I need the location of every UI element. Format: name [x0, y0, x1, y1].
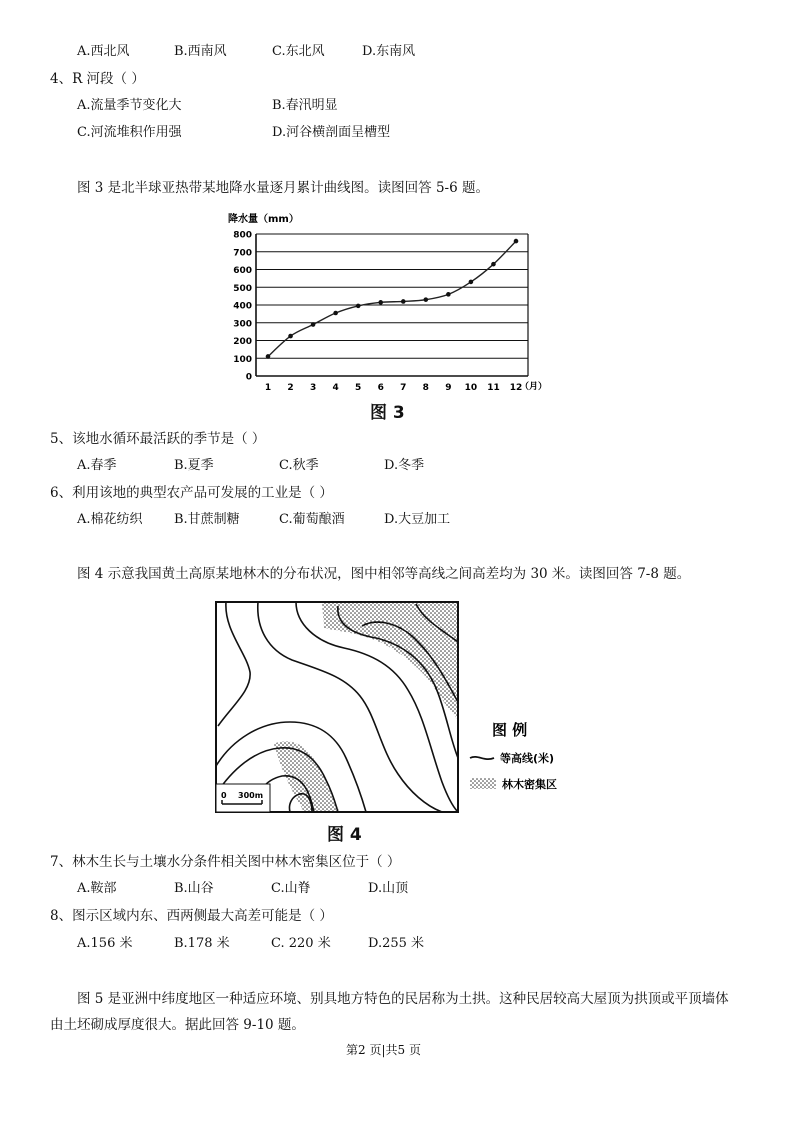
q4-stem: 4、R 河段（ ） — [50, 71, 145, 87]
q6-option-c: C.葡萄酿酒 — [279, 512, 345, 527]
q7-option-c: C.山脊 — [271, 881, 311, 896]
fig3-chart — [222, 208, 548, 418]
data-point — [266, 354, 271, 359]
fig3-label: 图 3 — [370, 403, 405, 423]
data-point — [424, 297, 429, 302]
q4-option-d: D.河谷横剖面呈槽型 — [272, 125, 391, 140]
x-tick-label: 11 — [487, 383, 500, 393]
fig3-intro: 图 3 是北半球亚热带某地降水量逐月累计曲线图。读图回答 5-6 题。 — [77, 180, 489, 196]
x-tick-label: 12 — [509, 383, 523, 393]
y-tick-label: 800 — [233, 230, 252, 241]
chart-x-ticks — [265, 383, 522, 393]
y-tick-label: 700 — [233, 248, 252, 259]
q3-option-a: A.西北风 — [77, 44, 130, 59]
q5-option-c: C.秋季 — [279, 458, 319, 473]
scale-bar — [216, 784, 270, 812]
y-tick-label: 200 — [233, 337, 252, 347]
legend-contour-icon — [470, 757, 494, 759]
q5-option-d: D.冬季 — [384, 458, 425, 473]
data-point — [514, 239, 519, 244]
q4-option-b: B.春汛明显 — [272, 98, 338, 113]
q8-option-a: A.156 米 — [77, 936, 133, 951]
q8-option-b: B.178 米 — [174, 936, 230, 951]
x-tick-label: 10 — [464, 383, 478, 393]
y-tick-label: 500 — [233, 283, 252, 294]
data-point — [446, 292, 451, 297]
data-point — [491, 262, 496, 267]
q5-stem: 5、该地水循环最活跃的季节是（ ） — [50, 431, 266, 447]
q3-option-c: C.东北风 — [272, 44, 325, 59]
legend-forest-icon — [470, 778, 496, 789]
y-tick-label: 400 — [233, 301, 252, 312]
fig4-label: 图 4 — [327, 825, 362, 845]
fig5-intro-line1: 图 5 是亚洲中纬度地区一种适应环境、别具地方特色的民居称为土拱。这种民居较高大屋顶为拱顶或平顶墙体 — [77, 991, 729, 1007]
x-tick-label: 5 — [355, 383, 362, 393]
legend-title: 图 例 — [492, 721, 528, 739]
chart-xlabel: （月） — [520, 382, 548, 392]
legend-contour-label: 等高线(米) — [500, 752, 555, 765]
q6-option-a: A.棉花纺织 — [77, 512, 143, 527]
q6-option-d: D.大豆加工 — [384, 512, 451, 527]
q8-stem: 8、图示区域内东、西两侧最大高差可能是（ ） — [50, 908, 333, 924]
q6-stem: 6、利用该地的典型农产品可发展的工业是（ ） — [50, 485, 333, 501]
data-point — [401, 299, 406, 304]
x-tick-label: 8 — [422, 383, 429, 393]
q7-option-a: A.鞍部 — [77, 881, 117, 896]
chart-grid — [256, 234, 528, 376]
x-tick-label: 3 — [309, 383, 317, 393]
x-tick-label: 7 — [400, 383, 407, 393]
forest-area-sw — [274, 741, 340, 812]
page-footer: 第2 页|共5 页 — [346, 1043, 421, 1057]
data-point — [333, 311, 338, 316]
q8-option-d: D.255 米 — [368, 936, 425, 951]
q5-option-a: A.春季 — [77, 458, 117, 473]
q3-option-d: D.东南风 — [362, 44, 416, 59]
fig4-legend — [470, 721, 557, 791]
data-point — [311, 322, 316, 327]
x-tick-label: 6 — [377, 383, 384, 393]
y-tick-label: 300 — [233, 319, 252, 330]
data-point — [378, 300, 383, 305]
y-tick-label: 100 — [233, 354, 252, 365]
fig4-contour-map — [212, 598, 582, 818]
q6-option-b: B.甘蔗制糖 — [174, 512, 240, 527]
x-tick-label: 1 — [264, 383, 272, 393]
legend-forest-label: 林木密集区 — [502, 778, 557, 791]
x-tick-label: 2 — [287, 383, 294, 393]
x-tick-label: 9 — [445, 383, 452, 393]
q4-option-a: A.流量季节变化大 — [77, 98, 182, 113]
data-point — [288, 334, 293, 339]
q7-option-d: D.山顶 — [368, 881, 409, 896]
q3-option-b: B.西南风 — [174, 44, 227, 59]
scale-value: 300m — [238, 791, 264, 800]
scale-zero: 0 — [221, 791, 227, 800]
x-tick-label: 4 — [332, 383, 339, 393]
fig4-intro: 图 4 示意我国黄土高原某地林木的分布状况，图中相邻等高线之间高差均为 30 米。读图回答 7-8 题。 — [77, 566, 691, 582]
forest-area-ne — [322, 602, 458, 720]
data-point — [356, 304, 361, 309]
q4-option-c: C.河流堆积作用强 — [77, 125, 182, 140]
y-tick-label: 600 — [233, 266, 252, 276]
q7-option-b: B.山谷 — [174, 881, 214, 896]
chart-ylabel: 降水量（mm） — [228, 214, 299, 225]
chart-series-line — [268, 241, 516, 356]
y-tick-label: 0 — [245, 372, 252, 383]
q7-stem: 7、林木生长与土壤水分条件相关图中林木密集区位于（ ） — [50, 854, 401, 870]
chart-y-ticks — [233, 231, 252, 383]
q8-option-c: C. 220 米 — [271, 936, 331, 951]
q5-option-b: B.夏季 — [174, 458, 214, 473]
data-point — [469, 280, 474, 285]
fig5-intro-line2: 由土坯砌成厚度很大。据此回答 9-10 题。 — [50, 1017, 305, 1033]
